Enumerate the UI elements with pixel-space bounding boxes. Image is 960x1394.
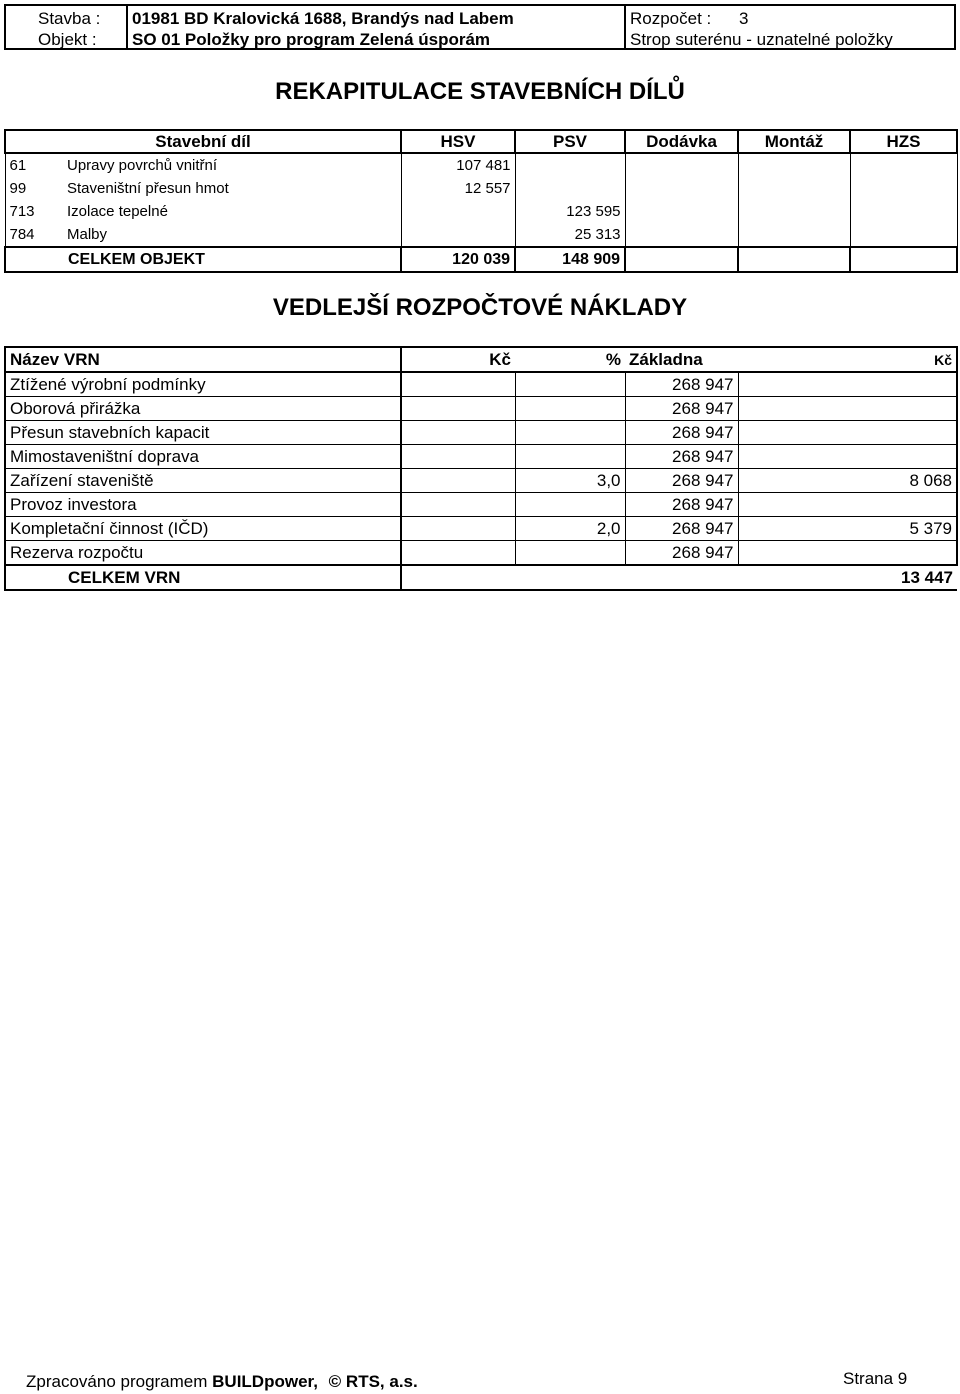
- vrn-pct: [515, 445, 625, 469]
- vrn-zakladna: 268 947: [625, 469, 738, 493]
- col-kc2: Kč: [738, 347, 957, 372]
- col-montaz: Montáž: [738, 130, 850, 153]
- vrn-kc: [401, 421, 515, 445]
- vrn-zakladna: 268 947: [625, 372, 738, 397]
- vrn-zakladna: 268 947: [625, 421, 738, 445]
- table-row: [5, 541, 957, 566]
- vrn-total-row: [5, 565, 957, 590]
- header-box: [4, 4, 956, 50]
- col-hzs: HZS: [850, 130, 957, 153]
- footer-copyright: © RTS, a.s.: [328, 1372, 418, 1391]
- vrn-total-label: CELKEM VRN: [5, 565, 401, 590]
- table-row: [5, 200, 957, 223]
- vrn-kc: [401, 372, 515, 397]
- table-row: [5, 469, 957, 493]
- table-row: [5, 445, 957, 469]
- vrn-pct: [515, 372, 625, 397]
- vrn-pct: 2,0: [515, 517, 625, 541]
- row-code: 99: [5, 177, 63, 200]
- vrn-zakladna: 268 947: [625, 517, 738, 541]
- row-dodavka: [625, 200, 738, 223]
- row-hzs: [850, 177, 957, 200]
- vrn-kc: [401, 397, 515, 421]
- header-divider: [624, 6, 626, 48]
- vrn-kc2: 5 379: [738, 517, 957, 541]
- row-hsv: 12 557: [401, 177, 515, 200]
- row-name: Staveništní přesun hmot: [63, 177, 401, 200]
- row-hsv: [401, 200, 515, 223]
- vrn-name: Ztížené výrobní podmínky: [5, 372, 401, 397]
- vrn-kc2: [738, 493, 957, 517]
- col-kc: Kč: [401, 347, 515, 372]
- table-row: [5, 223, 957, 247]
- row-hzs: [850, 153, 957, 177]
- vrn-zakladna: 268 947: [625, 397, 738, 421]
- vrn-name: Oborová přirážka: [5, 397, 401, 421]
- row-montaz: [738, 153, 850, 177]
- vrn-header-row: [5, 347, 957, 372]
- row-name: Upravy povrchů vnitřní: [63, 153, 401, 177]
- objekt-value: SO 01 Položky pro program Zelená úsporám: [132, 30, 491, 49]
- recap-table: [4, 129, 958, 273]
- vrn-kc: [401, 493, 515, 517]
- col-zakladna: Základna: [625, 347, 738, 372]
- total-hzs: [850, 247, 957, 272]
- row-code: 713: [5, 200, 63, 223]
- total-label: CELKEM OBJEKT: [5, 247, 401, 272]
- vrn-kc: [401, 541, 515, 566]
- col-dodavka: Dodávka: [625, 130, 738, 153]
- vrn-kc2: [738, 421, 957, 445]
- footer-prefix: Zpracováno programem: [26, 1372, 213, 1391]
- row-dodavka: [625, 223, 738, 247]
- row-psv: [515, 153, 625, 177]
- vrn-kc: [401, 445, 515, 469]
- vrn-name: Rezerva rozpočtu: [5, 541, 401, 566]
- vrn-title: VEDLEJŠÍ ROZPOČTOVÉ NÁKLADY: [272, 294, 688, 321]
- row-montaz: [738, 200, 850, 223]
- row-name: Malby: [63, 223, 401, 247]
- row-psv: 123 595: [515, 200, 625, 223]
- total-montaz: [738, 247, 850, 272]
- rozpocet-value: 3: [739, 9, 749, 28]
- vrn-pct: [515, 493, 625, 517]
- vrn-pct: [515, 541, 625, 566]
- table-row: [5, 421, 957, 445]
- vrn-zakladna: 268 947: [625, 445, 738, 469]
- stavba-value: 01981 BD Kralovická 1688, Brandýs nad Labem: [132, 9, 514, 28]
- col-nazev-vrn: Název VRN: [5, 347, 401, 372]
- col-stavebni-dil: Stavební díl: [5, 130, 401, 153]
- footer-credit: [26, 1372, 418, 1392]
- vrn-pct: 3,0: [515, 469, 625, 493]
- total-dodavka: [625, 247, 738, 272]
- vrn-name: Mimostaveništní doprava: [5, 445, 401, 469]
- vrn-kc2: [738, 372, 957, 397]
- row-hzs: [850, 200, 957, 223]
- vrn-total-value: 13 447: [401, 565, 957, 590]
- vrn-pct: [515, 397, 625, 421]
- total-psv: 148 909: [515, 247, 625, 272]
- row-name: Izolace tepelné: [63, 200, 401, 223]
- table-row: [5, 372, 957, 397]
- col-hsv: HSV: [401, 130, 515, 153]
- recap-header-row: [5, 130, 957, 153]
- row-montaz: [738, 223, 850, 247]
- vrn-kc: [401, 517, 515, 541]
- row-hsv: 107 481: [401, 153, 515, 177]
- row-hsv: [401, 223, 515, 247]
- row-montaz: [738, 177, 850, 200]
- vrn-zakladna: 268 947: [625, 493, 738, 517]
- row-dodavka: [625, 177, 738, 200]
- recap-total-row: [5, 247, 957, 272]
- vrn-name: Kompletační činnost (IČD): [5, 517, 401, 541]
- vrn-pct: [515, 421, 625, 445]
- col-psv: PSV: [515, 130, 625, 153]
- row-psv: 25 313: [515, 223, 625, 247]
- row-code: 784: [5, 223, 63, 247]
- objekt-label: Objekt :: [38, 30, 97, 49]
- table-row: [5, 177, 957, 200]
- vrn-table: [4, 346, 958, 591]
- row-psv: [515, 177, 625, 200]
- vrn-kc2: [738, 397, 957, 421]
- total-hsv: 120 039: [401, 247, 515, 272]
- rozpocet-label: Rozpočet :: [630, 9, 712, 28]
- recap-title: REKAPITULACE STAVEBNÍCH DÍLŮ: [275, 78, 685, 105]
- vrn-name: Provoz investora: [5, 493, 401, 517]
- table-row: [5, 517, 957, 541]
- row-code: 61: [5, 153, 63, 177]
- table-row: [5, 493, 957, 517]
- table-row: [5, 397, 957, 421]
- stavba-label: Stavba :: [38, 9, 101, 28]
- row-hzs: [850, 223, 957, 247]
- page-number: Strana 9: [843, 1369, 908, 1388]
- vrn-name: Přesun stavebních kapacit: [5, 421, 401, 445]
- vrn-kc2: [738, 445, 957, 469]
- vrn-kc2: 8 068: [738, 469, 957, 493]
- footer-program: BUILDpower,: [212, 1372, 318, 1391]
- header-divider: [126, 6, 128, 48]
- vrn-kc: [401, 469, 515, 493]
- objekt-desc: Strop suterénu - uznatelné položky: [630, 30, 893, 49]
- vrn-name: Zařízení staveniště: [5, 469, 401, 493]
- table-row: [5, 153, 957, 177]
- row-dodavka: [625, 153, 738, 177]
- vrn-kc2: [738, 541, 957, 566]
- vrn-zakladna: 268 947: [625, 541, 738, 566]
- col-pct: %: [515, 347, 625, 372]
